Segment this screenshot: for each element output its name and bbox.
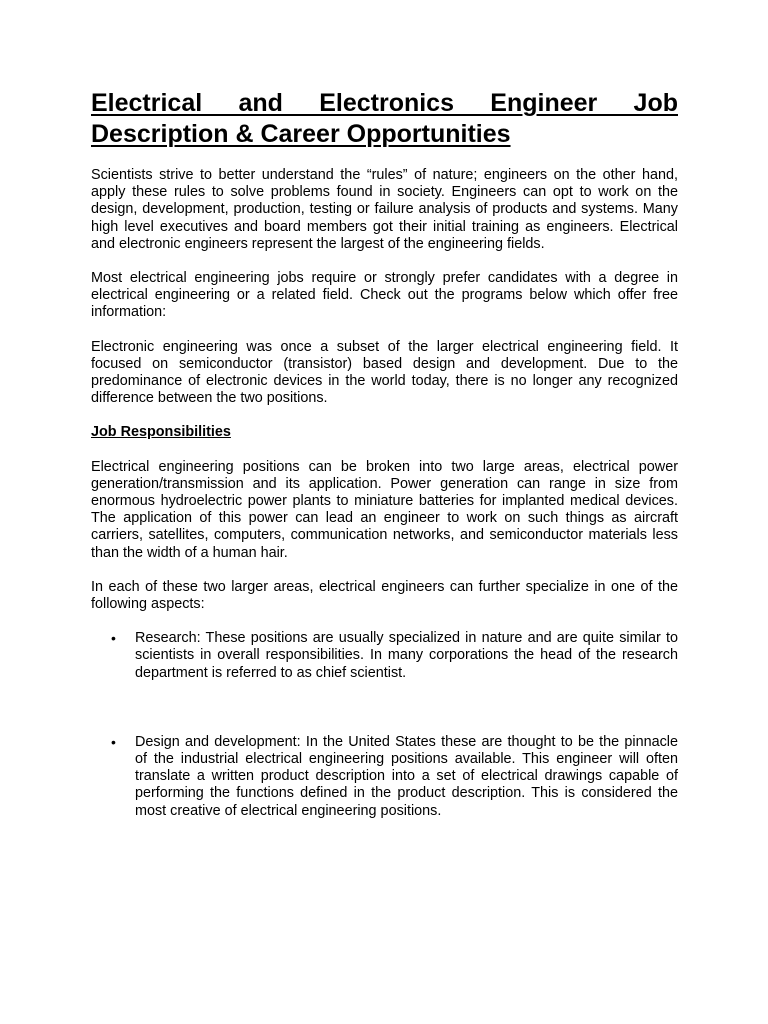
section-heading: Job Responsibilities — [91, 424, 231, 441]
list-item — [91, 734, 678, 820]
specialize-paragraph: In each of these two larger areas, electrical engineers can further specialize in one of the following aspects: — [91, 578, 678, 613]
electronic-engineering-paragraph: Electronic engineering was once a subset of the larger electrical engineering field. It focused on semiconductor (transistor) based design and development. Due to the predominance of electronic devices in the world today, there is no longer any recognized difference between the two positions. — [91, 338, 678, 407]
aspects-list — [91, 630, 678, 820]
document-page — [91, 88, 678, 820]
positions-paragraph: Electrical engineering positions can be broken into two large areas, electrical power generation/transmission and its application. Power generation can range in size from enormous hydroelectric power plants to miniature batteries for implanted medical devices. The application of this power can lead an engineer to work on such things as aircraft carriers, satellites, computers, communication networks, and semiconductor materials less than the width of a human hair. — [91, 458, 678, 561]
list-item-text: Design and development: In the United States these are thought to be the pinnacle of the industrial electrical engineering positions available. This engineer will often translate a written product description into a set of electrical drawings capable of performing the functions defined in the product description. This is considered the most creative of electrical engineering positions. — [135, 733, 678, 819]
bullet-icon: • — [111, 630, 116, 647]
list-item — [91, 630, 678, 682]
document-title: Electrical and Electronics Engineer Job Description & Career Opportunities — [91, 89, 678, 148]
degree-paragraph: Most electrical engineering jobs require or strongly prefer candidates with a degree in electrical engineering or a related field. Check out the programs below which offer free information: — [91, 270, 678, 321]
list-item-text: Research: These positions are usually specialized in nature and are quite similar to scientists in overall responsibilities. In many corporations the head of the research department is referred to as chief scientist. — [135, 630, 678, 681]
intro-paragraph: Scientists strive to better understand the “rules” of nature; engineers on the other hand, apply these rules to solve problems found in society. Engineers can opt to work on the design, development, production, testing or failure analysis of products and systems. Many high level executives and board members got their initial training as engineers. Electrical and electronic engineers represent the largest of the engineering fields. — [91, 167, 678, 252]
bullet-icon: • — [111, 733, 116, 750]
